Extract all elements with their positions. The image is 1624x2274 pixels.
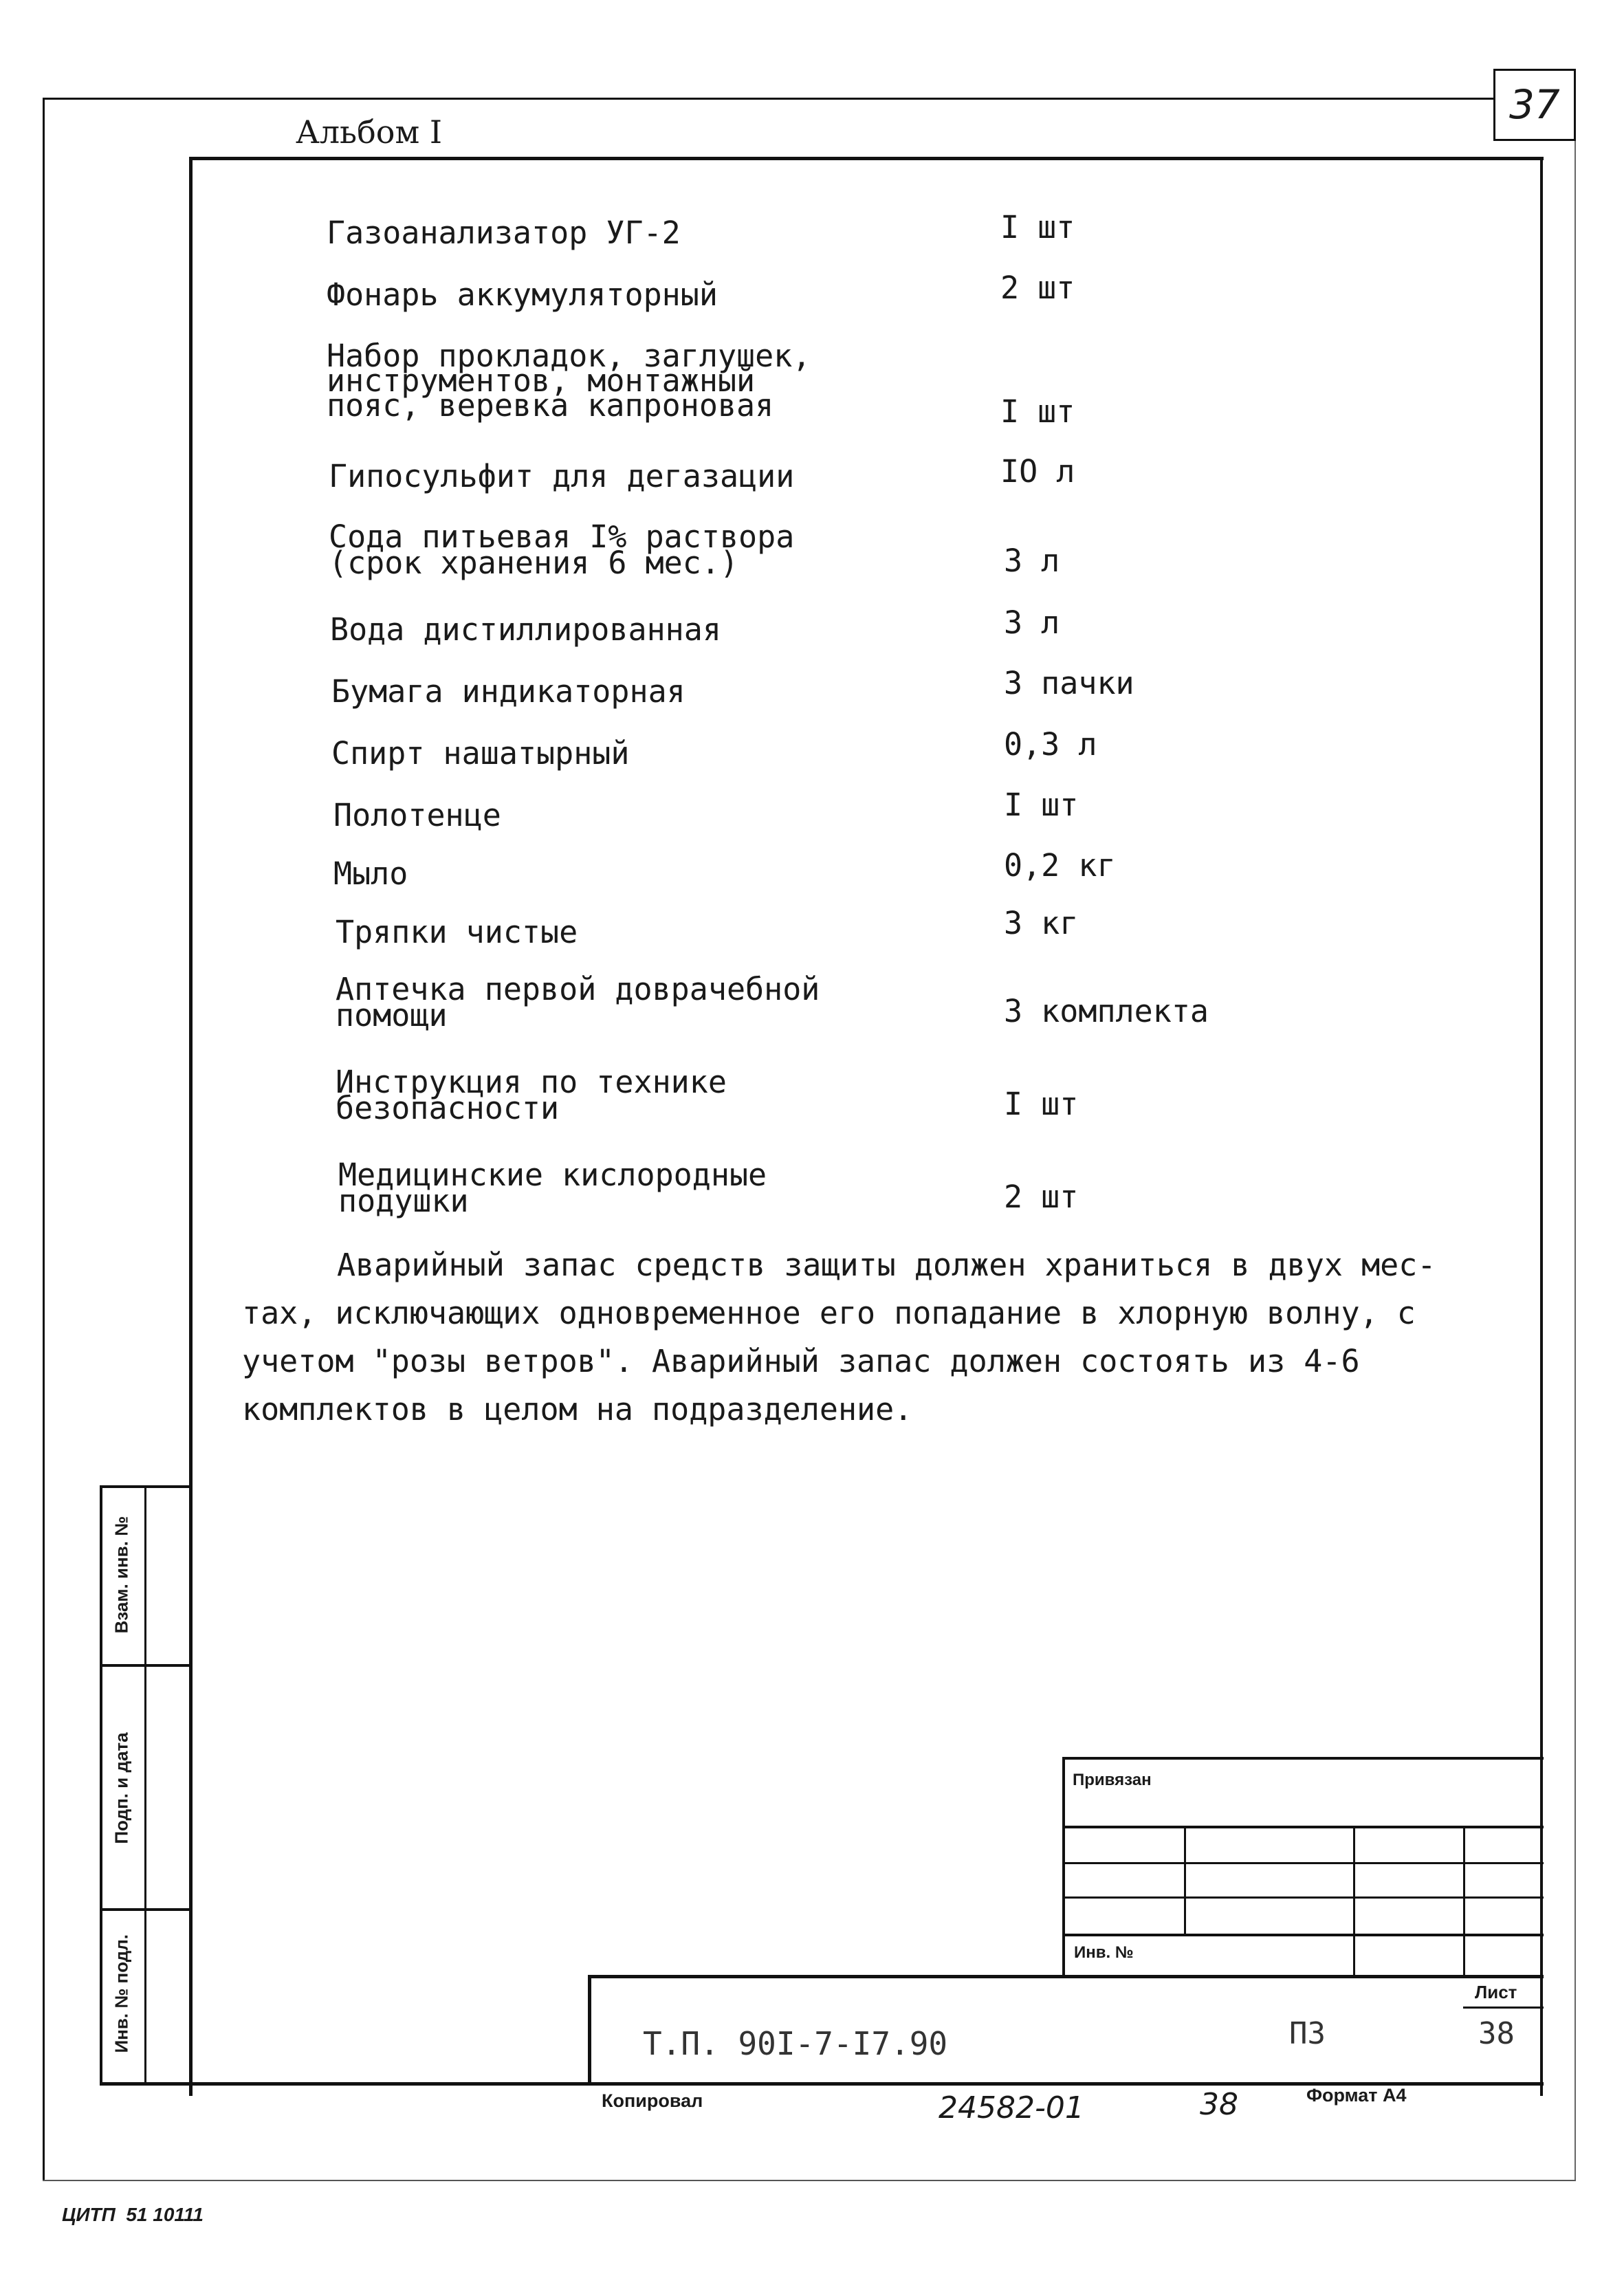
stamp-list-value: 38 [1478, 2016, 1515, 2051]
item-qty: I шт [1000, 209, 1075, 245]
item-name: Фонарь аккумуляторный [327, 276, 718, 313]
item-qty: IO л [1000, 453, 1075, 490]
outer-frame-bottom [43, 2180, 1576, 2181]
item-qty: 2 шт [1004, 1179, 1079, 1215]
stamp-grid-row-1 [1062, 1826, 1544, 1828]
footer-format: Формат А4 [1306, 2085, 1407, 2106]
stamp-inv-no-label: Инв. № [1074, 1943, 1134, 1962]
item-name: Полотенце [333, 797, 501, 833]
item-name: Газоанализатор УГ-2 [327, 215, 681, 251]
stamp-doc-code: Т.П. 90I-7-I7.90 [643, 2025, 948, 2062]
inner-frame-right [1540, 157, 1543, 2096]
footer-order-no: 24582-01 [939, 2090, 1084, 2125]
item-name: Аптечка первой доврачебной помощи [336, 971, 820, 1034]
item-qty: 3 кг [1004, 905, 1079, 941]
item-name: Набор прокладок, заглушек, инструментов, монтажный пояс, веревка капроновая [327, 338, 811, 424]
side-table-row-1 [100, 1664, 193, 1667]
paragraph-line: комплектов в целом на подразделение. [242, 1391, 913, 1428]
stamp-grid-col-1 [1184, 1826, 1186, 1936]
outer-frame-left [43, 98, 45, 2181]
item-name: Гипосульфит для дегазации [329, 458, 795, 494]
stamp-grid-row-4 [1062, 1934, 1544, 1936]
stamp-grid-row-3 [1062, 1896, 1544, 1899]
stamp-grid-row-2 [1062, 1862, 1544, 1864]
stamp-main-left [588, 1975, 591, 2085]
stamp-list-top [1463, 2007, 1544, 2009]
outer-frame-right [1574, 138, 1576, 2180]
paragraph-line: тах, исключающих одновременное его попадание в хлорную волну, с [242, 1295, 1416, 1331]
item-qty: I шт [1004, 1086, 1079, 1122]
side-label-inv: Инв. № подл. [111, 1934, 132, 2053]
item-qty: 3 пачки [1004, 665, 1134, 701]
stamp-section: ПЗ [1289, 2016, 1326, 2051]
item-name: Мыло [333, 855, 408, 892]
stamp-grid-col-3 [1463, 1826, 1465, 1977]
paragraph-line: учетом "розы ветров". Аварийный запас должен состоять из 4-6 [242, 1343, 1360, 1379]
item-qty: 3 л [1004, 604, 1060, 641]
stamp-privyazan-label: Привязан [1073, 1771, 1152, 1789]
item-qty: 2 шт [1000, 270, 1075, 306]
item-qty: 3 л [1004, 543, 1060, 579]
side-table-divider [144, 1485, 146, 2085]
item-name: Медицинские кислородные подушки [338, 1157, 767, 1219]
side-label-vzam: Взам. инв. № [111, 1516, 132, 1634]
outer-frame-top [43, 98, 1493, 100]
side-label-podp: Подп. и дата [111, 1732, 132, 1844]
item-qty: I шт [1000, 393, 1075, 430]
item-qty: I шт [1004, 787, 1079, 823]
stamp-list-label: Лист [1475, 1982, 1517, 2002]
paragraph-line: Аварийный запас средств защиты должен храниться в двух мес- [337, 1247, 1436, 1283]
stamp-main-top [588, 1975, 1544, 1978]
inner-frame-left [189, 157, 193, 2096]
paragraph [242, 1241, 1436, 1434]
item-name: Бумага индикаторная [331, 673, 685, 710]
item-qty: 0,2 кг [1004, 847, 1116, 884]
item-name: Тряпки чистые [336, 914, 578, 950]
page-number: 37 [1509, 81, 1560, 128]
item-name: Вода дистиллированная [330, 611, 721, 648]
item-qty: 0,3 л [1004, 726, 1097, 763]
inner-frame-top [189, 157, 1544, 160]
album-title: Альбом I [296, 113, 443, 151]
stamp-privyazan-top [1062, 1757, 1544, 1760]
item-name: Спирт нашатырный [331, 735, 630, 772]
item-name: Сода питьевая I% раствора (срок хранения 6 мес.) [329, 518, 795, 581]
footer-kopiroval: Копировал [602, 2090, 703, 2111]
item-name: Инструкция по технике безопасности [336, 1064, 727, 1126]
side-table-left [100, 1485, 102, 2085]
stamp-grid-col-2 [1353, 1826, 1355, 1977]
footer-page-ref: 38 [1200, 2087, 1238, 2122]
footer-printer: ЦИТП 51 10111 [62, 2204, 204, 2225]
stamp-privyazan-left [1062, 1757, 1065, 1977]
item-qty: 3 комплекта [1004, 993, 1209, 1029]
side-table-row-2 [100, 1908, 193, 1911]
